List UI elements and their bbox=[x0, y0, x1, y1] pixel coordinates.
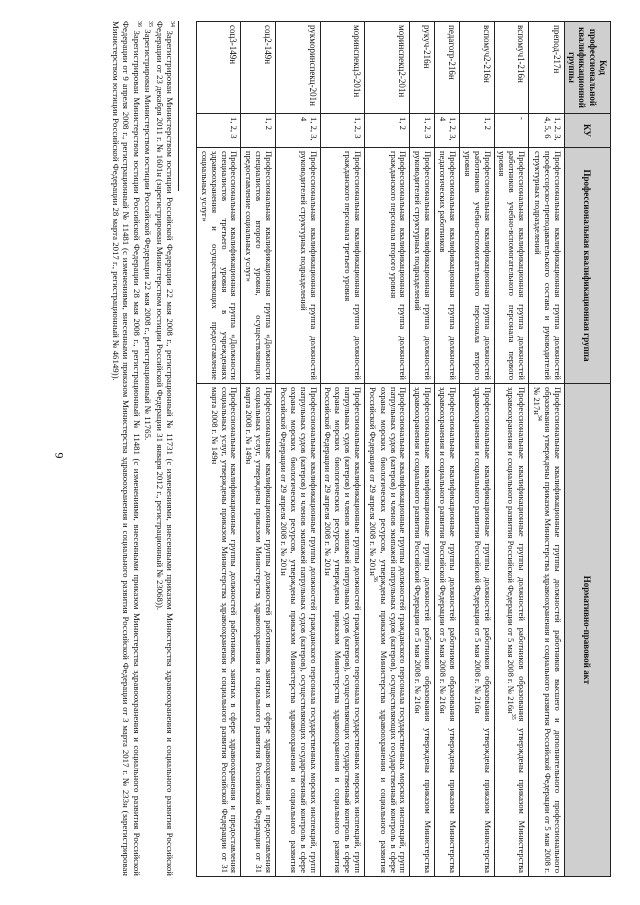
footnote-text: Зарегистрирован Министерством юстиции Российской Федерации 28 мая 2008 г., регистрационный № 11481 (с изменениями, внесенными приказом Министерства здравоохранения и социального развития Российской Федерации от 9 апреля 2008 г., регистрационный № 11481 (с изменениями, внесенными приказом Министерства здравоохранения и социального развития Российской Федерации от 3 марта 2017 г. № 233н (зарегистрирован Министерством юстиции Российской Федерации 28 марта 2017 г., регистрационный № 46149)). bbox=[111, 21, 142, 876]
footnote-ref: 35 bbox=[510, 713, 517, 720]
footnote-separator bbox=[178, 21, 179, 191]
footnote-ref: 36 bbox=[371, 575, 378, 582]
cell-act-text: Профессиональные квалификационные группы должностей работников образования утверждены приказом Министерства здравоохранения и социального развития Российской Федерации от 5 мая 2008 г. № 216н bbox=[413, 387, 434, 873]
cell-group-text: Профессиональная квалификационная группа должностей работников учебно-вспомогательного персонала второго уровня bbox=[462, 151, 493, 380]
cell-act bbox=[365, 384, 410, 877]
cell-act bbox=[435, 384, 460, 877]
cell-group-text: Профессиональная квалификационная группа «Должности специалистов третьего уровня в учреждениях здравоохранения и осуществляющих предоставление социальных услуг» bbox=[199, 151, 240, 380]
cell-act bbox=[196, 384, 241, 877]
cell-ku bbox=[435, 114, 460, 148]
footnote bbox=[154, 21, 175, 876]
cell-group bbox=[320, 148, 365, 384]
cell-code bbox=[196, 22, 241, 114]
cell-ku-text: 1, 2, 3 bbox=[353, 117, 364, 139]
table-row bbox=[529, 22, 564, 877]
cell-act-text: Профессиональные квалификационные группы должностей работников образования утверждены приказом Министерства здравоохранения и социального развития Российской Федерации от 5 мая 2008 г. № 216н bbox=[438, 387, 458, 873]
cell-code-text: соц2-149н bbox=[263, 25, 274, 65]
cell-code-text: рукуч-216н bbox=[422, 25, 433, 69]
page-number: 9 bbox=[52, 452, 67, 459]
cell-group bbox=[529, 148, 564, 384]
cell-group bbox=[276, 148, 321, 384]
document-page bbox=[106, 21, 611, 876]
cell-ku bbox=[276, 114, 321, 148]
footnote-mark: 36 bbox=[135, 21, 142, 27]
cell-ku bbox=[494, 114, 529, 148]
cell-ku-text: 1, 2, 3, 4 bbox=[438, 117, 458, 141]
cell-code bbox=[241, 22, 276, 114]
header-act: Нормативно-правовой акт bbox=[564, 384, 610, 877]
cell-group-text: Профессиональная квалификационная группа должностей руководителей структурных подразделений bbox=[413, 151, 434, 380]
cell-group bbox=[435, 148, 460, 384]
cell-act-text: Профессиональные квалификационные группы должностей работников образования утверждены приказом Министерства здравоохранения и социального развития Российской Федерации от 5 мая 2008 г. № 216н bbox=[506, 387, 528, 873]
cell-code bbox=[435, 22, 460, 114]
rotated-content bbox=[106, 21, 611, 876]
cell-ku bbox=[459, 114, 494, 148]
cell-group-text: Профессиональная квалификационная группа должностей гражданского персонала третьего уровня bbox=[343, 151, 364, 380]
cell-group bbox=[196, 148, 241, 384]
cell-group bbox=[365, 148, 410, 384]
cell-act-text: Профессиональные квалификационные группы должностей гражданского персонала государственных морских инспекций, групп патрульных судов (катеров) и членов экипажей патрульных судов (катеров), осуществляющих государственный контроль в сфере охраны морских биологических ресурсов, утверждены приказом Министерства здравоохранения и социального развития Российской Федерации от 29 апреля 2008 г. № 201н bbox=[323, 387, 364, 873]
footnote-list bbox=[111, 21, 175, 876]
cell-ku-text: 1, 2 bbox=[398, 117, 409, 130]
cell-code bbox=[276, 22, 321, 114]
table-row bbox=[459, 22, 494, 877]
cell-code-text: препод-217н bbox=[551, 25, 562, 74]
table-header-row bbox=[564, 22, 610, 877]
cell-ku-text: 1, 2 bbox=[482, 117, 493, 130]
cell-ku bbox=[529, 114, 564, 148]
cell-act bbox=[276, 384, 321, 877]
cell-ku-text: 1, 2, 3 bbox=[423, 117, 434, 139]
cell-group-text: Профессиональная квалификационная группа должностей профессорско-преподавательского состава и руководителей структурных подразделений bbox=[532, 151, 563, 380]
cell-ku bbox=[196, 114, 241, 148]
footnotes bbox=[110, 21, 179, 876]
cell-ku-text: 1, 2, 3 bbox=[229, 117, 240, 139]
cell-act-text: Профессиональные квалификационные группы должностей работников, занятых в сфере здравоохранения и предоставления социальных услуг, утверждены приказом Министерства здравоохранения и социального развития Российской Федерации от 31 марта 2008 г. № 149н bbox=[244, 387, 275, 873]
cell-code-text: вспомуч2-216н bbox=[481, 25, 492, 83]
cell-ku-text: 1, 2, 3, 4 bbox=[298, 117, 319, 141]
cell-ku-text: 1, 2, 3, 4, 5, 6 bbox=[542, 117, 563, 141]
cell-group bbox=[494, 148, 529, 384]
cell-ku bbox=[320, 114, 365, 148]
cell-group bbox=[410, 148, 435, 384]
table-row bbox=[241, 22, 276, 877]
cell-act bbox=[410, 384, 435, 877]
header-code: Код профессиональной квалификационной группы bbox=[564, 22, 610, 114]
cell-ku bbox=[241, 114, 276, 148]
table-row bbox=[494, 22, 529, 877]
cell-group bbox=[459, 148, 494, 384]
cell-code-text: соц3-149н bbox=[228, 25, 239, 65]
qualification-groups-table bbox=[196, 21, 611, 877]
cell-group-text: Профессиональная квалификационная группа «Должности специалистов второго уровня, осуществляющих предоставление социальных услуг» bbox=[244, 151, 275, 380]
cell-code-text: вспомуч1-216н bbox=[516, 25, 527, 83]
table-row bbox=[435, 22, 460, 877]
cell-group-text: Профессиональная квалификационная группа должностей педагогических работников bbox=[438, 151, 458, 380]
cell-group-text: Профессиональная квалификационная группа должностей работников учебно-вспомогательного персонала первого уровня bbox=[497, 151, 528, 380]
cell-act-text: Профессиональные квалификационные группы должностей работников образования утверждены приказом Министерства здравоохранения и социального развития Российской Федерации от 5 мая 2008 г. № 216н bbox=[472, 387, 493, 873]
cell-ku bbox=[410, 114, 435, 148]
cell-act bbox=[459, 384, 494, 877]
footnote-ref: 34 bbox=[535, 414, 542, 421]
footnote bbox=[143, 21, 153, 876]
footnote-mark: 35 bbox=[147, 21, 154, 27]
table-row bbox=[410, 22, 435, 877]
cell-code-text: педагогр-216н bbox=[446, 25, 457, 80]
cell-group-text: Профессиональная квалификационная группа должностей руководителей структурных подразделений bbox=[298, 151, 319, 380]
footnote-text: Зарегистрирован Министерством юстиции Российской Федерации 22 мая 2008 г., регистрационный № 11765. bbox=[143, 29, 154, 441]
cell-act bbox=[320, 384, 365, 877]
table-row bbox=[320, 22, 365, 877]
cell-group-text: Профессиональная квалификационная группа должностей гражданского персонала второго уровня bbox=[388, 151, 409, 380]
header-group: Профессиональная квалификационная группа bbox=[564, 148, 610, 384]
header-ku: КУ bbox=[564, 114, 610, 148]
table-row bbox=[196, 22, 241, 877]
cell-code-text: рукморинспекц-201н bbox=[307, 25, 318, 106]
cell-act bbox=[529, 384, 564, 877]
cell-ku-text: 1, 2 bbox=[264, 117, 275, 130]
cell-act-text: Профессиональные квалификационные группы должностей работников высшего и дополнительного профессионального образования утверждены приказом Министерства здравоохранения и социального развития Российской Федерации от 5 мая 2008 г. № 217н bbox=[532, 387, 563, 873]
cell-act bbox=[494, 384, 529, 877]
cell-act-text: Профессиональные квалификационные группы должностей гражданского персонала государственных морских инспекций, групп патрульных судов (катеров) и членов экипажей патрульных судов (катеров), осуществляющих государственный контроль в сфере охраны морских биологических ресурсов, утверждены приказом Министерства здравоохранения и социального развития Российской Федерации от 29 апреля 2008 г. № 201н bbox=[367, 387, 409, 873]
cell-ku bbox=[365, 114, 410, 148]
cell-code bbox=[365, 22, 410, 114]
cell-code bbox=[494, 22, 529, 114]
cell-code bbox=[320, 22, 365, 114]
cell-code-text: моринспекц2-201н bbox=[397, 25, 408, 98]
cell-ku-text: - bbox=[517, 117, 528, 120]
footnote-text: Зарегистрирован Министерством юстиции Российской Федерации 22 мая 2008 г., регистрационный № 11731 (с изменениями, внесенными приказом Министерства здравоохранения и социального развития Российской Федерации от 23 декабря 2011 г. № 1601н (зарегистрирован Министерством юстиции Российской Федерации 31 января 2012 г., регистрационный № 23068)). bbox=[154, 21, 175, 876]
cell-act-text: Профессиональные квалификационные группы должностей работников, занятых в сфере здравоохранения и предоставления социальных услуг, утверждены приказом Министерства здравоохранения и социального развития Российской Федерации от 31 марта 2008 г. № 149н bbox=[209, 387, 240, 873]
table-row bbox=[365, 22, 410, 877]
cell-group bbox=[241, 148, 276, 384]
cell-act-text: Профессиональные квалификационные группы должностей гражданского персонала государственных морских инспекций, групп патрульных судов (катеров) и членов экипажей патрульных судов (катеров), осуществляющих государственный контроль в сфере охраны морских биологических ресурсов, утверждены приказом Министерства здравоохранения и социального развития Российской Федерации от 29 апреля 2008 г. № 201н bbox=[278, 387, 319, 873]
cell-code bbox=[459, 22, 494, 114]
cell-act bbox=[241, 384, 276, 877]
cell-code-text: моринспекц3-201н bbox=[352, 25, 363, 98]
footnote bbox=[111, 21, 142, 876]
footnote-mark: 34 bbox=[168, 21, 175, 27]
table-body bbox=[196, 22, 564, 877]
cell-code bbox=[529, 22, 564, 114]
cell-code bbox=[410, 22, 435, 114]
table-row bbox=[276, 22, 321, 877]
